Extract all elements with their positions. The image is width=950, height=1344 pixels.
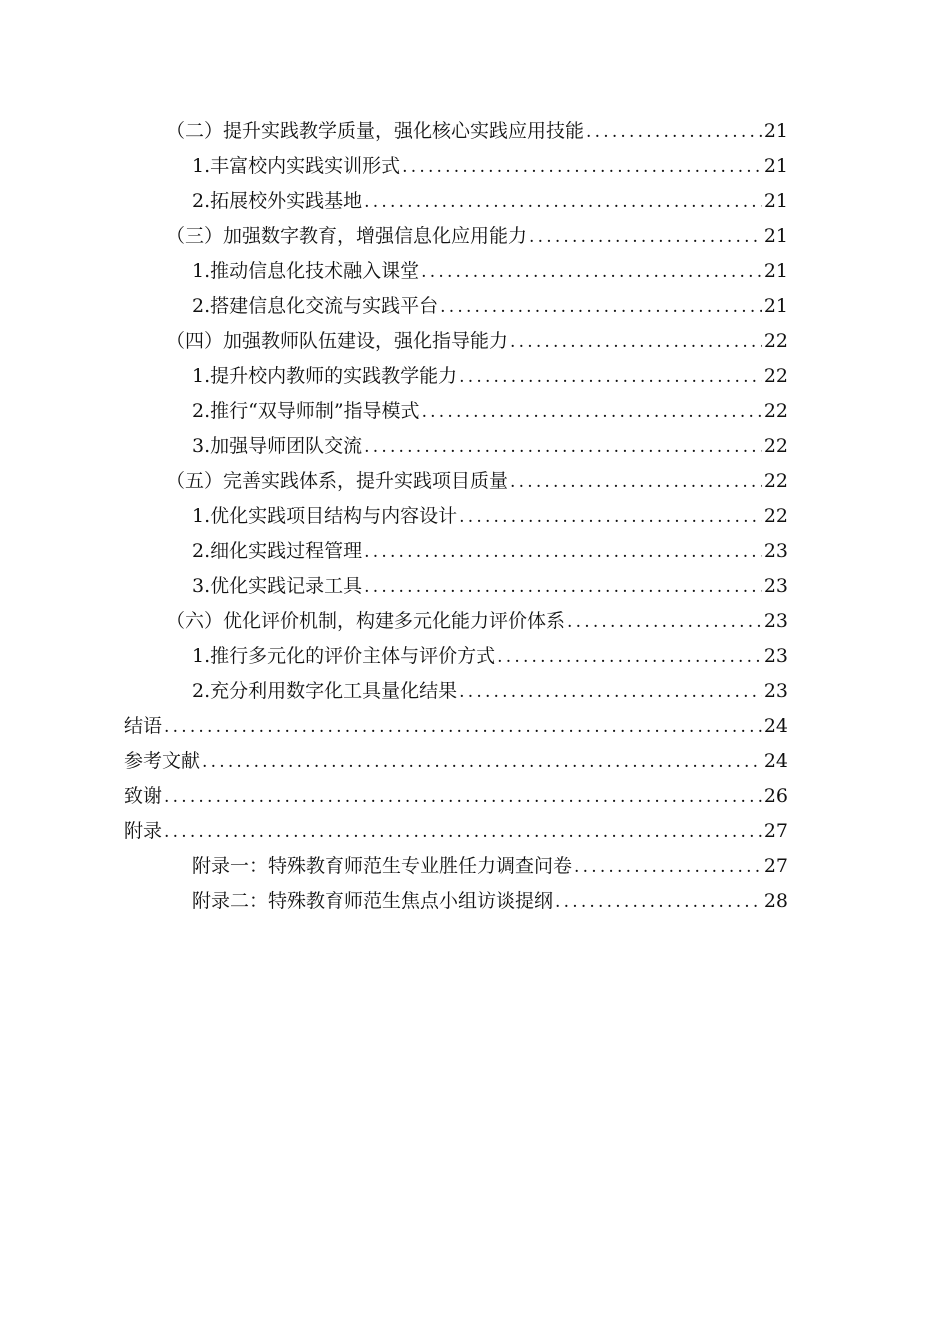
toc-entry[interactable]: [124, 324, 788, 359]
toc-page-number: 22: [763, 435, 788, 457]
toc-entry-title: 1.丰富校内实践实训形式: [192, 155, 401, 177]
toc-page-number: 22: [763, 330, 788, 352]
toc-dot-leader: [364, 570, 762, 605]
toc-page-number: 23: [763, 645, 788, 667]
toc-entry-title: 2.细化实践过程管理: [192, 540, 363, 562]
toc-dot-leader: [402, 150, 762, 185]
toc-dot-leader: [567, 605, 762, 640]
toc-dot-leader: [555, 885, 762, 920]
toc-entry[interactable]: [124, 884, 788, 919]
toc-entry-title: 附录一：特殊教育师范生专业胜任力调查问卷: [192, 855, 573, 877]
toc-entry[interactable]: [124, 429, 788, 464]
toc-entry-title: 2.充分利用数字化工具量化结果: [192, 680, 458, 702]
toc-page-number: 23: [763, 610, 788, 632]
toc-page-number: 21: [763, 225, 788, 247]
toc-page-number: 27: [763, 820, 788, 842]
toc-page-number: 22: [763, 470, 788, 492]
toc-entry[interactable]: [124, 149, 788, 184]
toc-entry-title: （六）优化评价机制，构建多元化能力评价体系: [166, 610, 566, 632]
toc-entry-title: （二）提升实践教学质量，强化核心实践应用技能: [166, 120, 585, 142]
toc-entry[interactable]: [124, 464, 788, 499]
toc-entry-title: 致谢: [124, 785, 163, 807]
toc-entry[interactable]: [124, 359, 788, 394]
toc-dot-leader: [164, 815, 762, 850]
toc-page-number: 22: [763, 365, 788, 387]
toc-entry[interactable]: [124, 394, 788, 429]
toc-dot-leader: [510, 465, 762, 500]
toc-entry[interactable]: [124, 639, 788, 674]
toc-entry[interactable]: [124, 289, 788, 324]
toc-page-number: 21: [763, 295, 788, 317]
toc-entry-title: 附录二：特殊教育师范生焦点小组访谈提纲: [192, 890, 554, 912]
toc-entry-title: 3.优化实践记录工具: [192, 575, 363, 597]
toc-dot-leader: [364, 535, 762, 570]
toc-dot-leader: [529, 220, 762, 255]
toc-entry[interactable]: [124, 814, 788, 849]
toc-entry[interactable]: [124, 534, 788, 569]
toc-dot-leader: [164, 780, 762, 815]
toc-entry-title: 参考文献: [124, 750, 201, 772]
toc-entry[interactable]: [124, 114, 788, 149]
toc-entry-title: 1.推行多元化的评价主体与评价方式: [192, 645, 496, 667]
toc-entry[interactable]: [124, 569, 788, 604]
toc-page-number: 21: [763, 190, 788, 212]
toc-entry[interactable]: [124, 674, 788, 709]
toc-entry[interactable]: [124, 604, 788, 639]
toc-page-number: 21: [763, 155, 788, 177]
toc-page-number: 23: [763, 540, 788, 562]
toc-page-number: 26: [763, 785, 788, 807]
toc-entry-title: 2.推行“双导师制”指导模式: [192, 400, 420, 422]
toc-dot-leader: [364, 185, 762, 220]
toc-page-number: 28: [763, 890, 788, 912]
toc-page-number: 22: [763, 400, 788, 422]
toc-dot-leader: [440, 290, 762, 325]
toc-dot-leader: [459, 675, 762, 710]
toc-entry[interactable]: [124, 184, 788, 219]
toc-page-number: 21: [763, 120, 788, 142]
table-of-contents: [124, 114, 788, 919]
toc-entry[interactable]: [124, 779, 788, 814]
toc-dot-leader: [459, 500, 762, 535]
toc-entry-title: 1.推动信息化技术融入课堂: [192, 260, 420, 282]
toc-entry-title: 附录: [124, 820, 163, 842]
toc-entry-title: 结语: [124, 715, 163, 737]
toc-entry[interactable]: [124, 849, 788, 884]
toc-entry-title: 1.提升校内教师的实践教学能力: [192, 365, 458, 387]
toc-dot-leader: [421, 255, 762, 290]
toc-entry-title: 1.优化实践项目结构与内容设计: [192, 505, 458, 527]
toc-page-number: 27: [763, 855, 788, 877]
toc-dot-leader: [586, 115, 762, 150]
toc-page-number: 24: [763, 715, 788, 737]
toc-entry[interactable]: [124, 254, 788, 289]
toc-entry-title: 2.搭建信息化交流与实践平台: [192, 295, 439, 317]
toc-dot-leader: [202, 745, 762, 780]
toc-dot-leader: [164, 710, 762, 745]
toc-dot-leader: [574, 850, 762, 885]
toc-entry[interactable]: [124, 744, 788, 779]
toc-page-number: 21: [763, 260, 788, 282]
toc-entry-title: （三）加强数字教育，增强信息化应用能力: [166, 225, 528, 247]
toc-dot-leader: [459, 360, 762, 395]
toc-page-number: 22: [763, 505, 788, 527]
toc-page-number: 24: [763, 750, 788, 772]
toc-entry[interactable]: [124, 219, 788, 254]
toc-dot-leader: [422, 395, 762, 430]
toc-dot-leader: [497, 640, 762, 675]
toc-page-number: 23: [763, 575, 788, 597]
toc-entry[interactable]: [124, 499, 788, 534]
toc-entry-title: （五）完善实践体系，提升实践项目质量: [166, 470, 509, 492]
toc-dot-leader: [510, 325, 762, 360]
toc-dot-leader: [364, 430, 762, 465]
toc-page-number: 23: [763, 680, 788, 702]
toc-entry-title: 2.拓展校外实践基地: [192, 190, 363, 212]
toc-entry-title: 3.加强导师团队交流: [192, 435, 363, 457]
toc-entry[interactable]: [124, 709, 788, 744]
toc-entry-title: （四）加强教师队伍建设，强化指导能力: [166, 330, 509, 352]
